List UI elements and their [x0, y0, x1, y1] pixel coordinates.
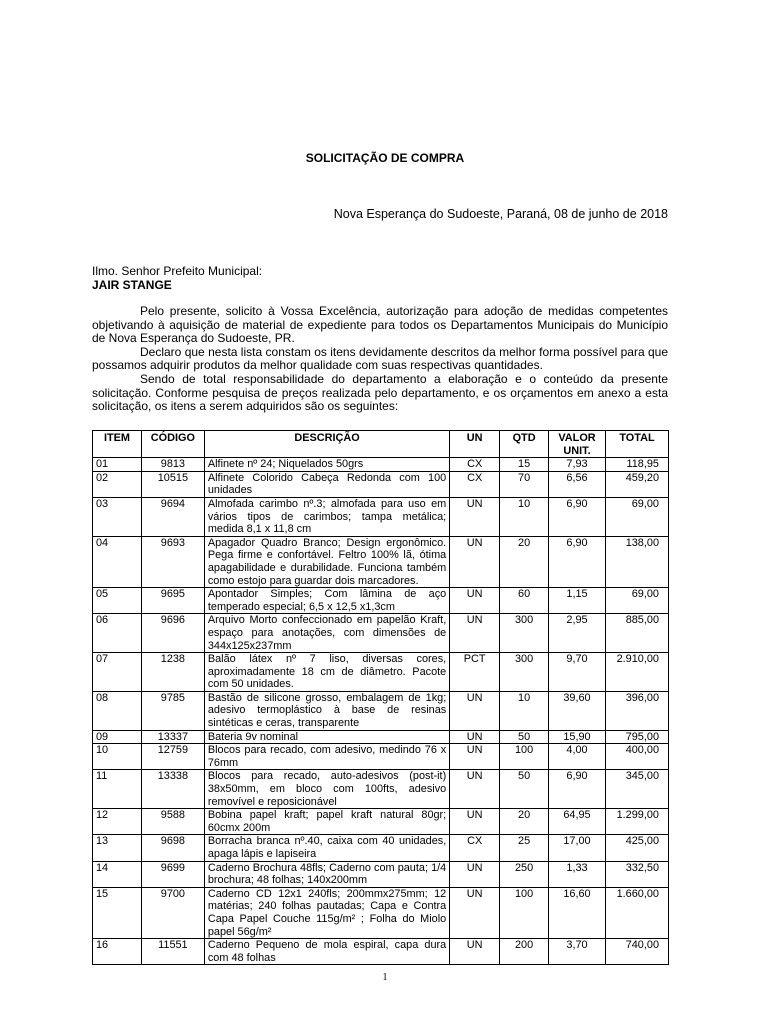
- cell-item: 15: [93, 887, 142, 938]
- table-row: [93, 653, 669, 692]
- cell-total: 459,20: [605, 471, 668, 497]
- cell-item: 10: [93, 744, 142, 770]
- paragraph-declaration: Declaro que nesta lista constam os itens devidamente descritos da melhor forma possível para que possamos adquirir produtos da melhor qualidade com suas respectivas quantidades.: [92, 344, 668, 373]
- table-row: [93, 458, 669, 472]
- cell-valor-unit: 64,95: [549, 809, 606, 835]
- cell-qtd: 25: [500, 835, 549, 861]
- cell-un: UN: [450, 614, 500, 653]
- cell-descricao: Arquivo Morto confeccionado em papelão Kraft, espaço para anotações, com dimensões de 344x125x237mm: [204, 614, 449, 653]
- cell-valor-unit: 6,56: [549, 471, 606, 497]
- cell-descricao: Apagador Quadro Branco; Design ergonômico. Pega firme e confortável. Feltro 100% lã, ótima apagabilidade e durabilidade. Funciona também como estojo para guardar dois marcadores.: [204, 536, 449, 587]
- cell-un: UN: [450, 730, 500, 744]
- cell-qtd: 70: [500, 471, 549, 497]
- cell-valor-unit: 6,90: [549, 497, 606, 536]
- cell-item: 03: [93, 497, 142, 536]
- cell-descricao: Almofada carimbo nº.3; almofada para uso em vários tipos de carimbos; tampa metálica; medida 8,1 x 11,8 cm: [204, 497, 449, 536]
- cell-descricao: Blocos para recado, com adesivo, medindo 76 x 76mm: [204, 744, 449, 770]
- header-qtd: QTD: [500, 431, 549, 458]
- cell-item: 02: [93, 471, 142, 497]
- page-number: 1: [382, 972, 388, 983]
- cell-total: 400,00: [605, 744, 668, 770]
- recipient-name: JAIR STANGE: [92, 278, 172, 292]
- cell-un: UN: [450, 691, 500, 730]
- cell-codigo: 12759: [141, 744, 204, 770]
- cell-qtd: 50: [500, 730, 549, 744]
- header-valor-unit: VALOR UNIT.: [549, 431, 606, 458]
- cell-un: UN: [450, 770, 500, 809]
- cell-valor-unit: 1,33: [549, 861, 606, 887]
- cell-qtd: 50: [500, 770, 549, 809]
- table-row: [93, 887, 669, 938]
- cell-descricao: Borracha branca nº.40, caixa com 40 unidades, apaga lápis e lapiseira: [204, 835, 449, 861]
- header-item: ITEM: [93, 431, 142, 458]
- body-text: [92, 305, 668, 414]
- cell-codigo: 9785: [141, 691, 204, 730]
- cell-valor-unit: 6,90: [549, 536, 606, 587]
- cell-total: 1.299,00: [605, 809, 668, 835]
- paragraph-request: Pelo presente, solicito à Vossa Excelência, autorização para adoção de medidas competentes objetivando à aquisição de material de expediente para todos os Departamentos Municipais do Município de Nova Esperança do Sudoeste, PR.: [92, 304, 668, 346]
- cell-qtd: 300: [500, 614, 549, 653]
- cell-qtd: 20: [500, 809, 549, 835]
- table-row: [93, 614, 669, 653]
- cell-descricao: Apontador Simples; Com lâmina de aço temperado especial; 6,5 x 12,5 x1,3cm: [204, 588, 449, 614]
- cell-total: 332,50: [605, 861, 668, 887]
- cell-qtd: 10: [500, 691, 549, 730]
- cell-qtd: 250: [500, 861, 549, 887]
- cell-descricao: Balão látex nº 7 liso, diversas cores, aproximadamente 18 cm de diâmetro. Pacote com 50 unidades.: [204, 653, 449, 692]
- cell-descricao: Bastão de silicone grosso, embalagem de 1kg; adesivo termoplástico à base de resinas sintéticas e ceras, transparente: [204, 691, 449, 730]
- cell-qtd: 100: [500, 887, 549, 938]
- cell-valor-unit: 6,90: [549, 770, 606, 809]
- paragraph-responsibility: Sendo de total responsabilidade do departamento a elaboração e o conteúdo da presente solicitação. Conforme pesquisa de preços realizada pelo departamento, e os orçamentos em anexo a esta solicitação, os itens a serem adquiridos são os seguintes:: [92, 371, 668, 414]
- cell-qtd: 60: [500, 588, 549, 614]
- cell-descricao: Bateria 9v nominal: [204, 730, 449, 744]
- table-row: [93, 730, 669, 744]
- table-row: [93, 939, 669, 965]
- cell-un: UN: [450, 497, 500, 536]
- cell-codigo: 9700: [141, 887, 204, 938]
- cell-total: 885,00: [605, 614, 668, 653]
- cell-codigo: 9693: [141, 536, 204, 587]
- cell-codigo: 9696: [141, 614, 204, 653]
- cell-codigo: 9695: [141, 588, 204, 614]
- cell-item: 05: [93, 588, 142, 614]
- cell-un: CX: [450, 458, 500, 472]
- cell-total: 118,95: [605, 458, 668, 472]
- header-un: UN: [450, 431, 500, 458]
- place-date: Nova Esperança do Sudoeste, Paraná, 08 de junho de 2018: [333, 207, 668, 221]
- cell-total: 345,00: [605, 770, 668, 809]
- cell-valor-unit: 7,93: [549, 458, 606, 472]
- table-header-row: [93, 431, 669, 458]
- cell-item: 14: [93, 861, 142, 887]
- cell-item: 13: [93, 835, 142, 861]
- header-codigo: CÓDIGO: [141, 431, 204, 458]
- cell-descricao: Alfinete Colorido Cabeça Redonda com 100 unidades: [204, 471, 449, 497]
- cell-qtd: 20: [500, 536, 549, 587]
- cell-total: 69,00: [605, 497, 668, 536]
- table-row: [93, 691, 669, 730]
- cell-codigo: 9698: [141, 835, 204, 861]
- cell-valor-unit: 4,00: [549, 744, 606, 770]
- cell-item: 07: [93, 653, 142, 692]
- table-row: [93, 770, 669, 809]
- cell-valor-unit: 3,70: [549, 939, 606, 965]
- table-row: [93, 471, 669, 497]
- cell-qtd: 10: [500, 497, 549, 536]
- cell-un: PCT: [450, 653, 500, 692]
- cell-codigo: 10515: [141, 471, 204, 497]
- cell-descricao: Caderno Brochura 48fls; Caderno com pauta; 1/4 brochura; 48 folhas; 140x200mm: [204, 861, 449, 887]
- cell-valor-unit: 1,15: [549, 588, 606, 614]
- cell-item: 01: [93, 458, 142, 472]
- cell-un: UN: [450, 887, 500, 938]
- cell-total: 1.660,00: [605, 887, 668, 938]
- cell-item: 09: [93, 730, 142, 744]
- cell-descricao: Blocos para recado, auto-adesivos (post-it) 38x50mm, em bloco com 100fts, adesivo removível e reposicionável: [204, 770, 449, 809]
- cell-codigo: 13338: [141, 770, 204, 809]
- cell-un: UN: [450, 939, 500, 965]
- items-table: [92, 430, 669, 965]
- cell-qtd: 15: [500, 458, 549, 472]
- cell-descricao: Bobina papel kraft; papel kraft natural 80gr; 60cmx 200m: [204, 809, 449, 835]
- cell-un: UN: [450, 536, 500, 587]
- cell-descricao: Alfinete nº 24; Niquelados 50grs: [204, 458, 449, 472]
- table-row: [93, 744, 669, 770]
- cell-qtd: 100: [500, 744, 549, 770]
- cell-total: 396,00: [605, 691, 668, 730]
- cell-item: 16: [93, 939, 142, 965]
- cell-un: CX: [450, 835, 500, 861]
- cell-item: 04: [93, 536, 142, 587]
- cell-total: 69,00: [605, 588, 668, 614]
- table-row: [93, 835, 669, 861]
- document-title: SOLICITAÇÃO DE COMPRA: [305, 151, 465, 165]
- cell-item: 08: [93, 691, 142, 730]
- cell-un: UN: [450, 744, 500, 770]
- table-row: [93, 588, 669, 614]
- cell-valor-unit: 15,90: [549, 730, 606, 744]
- cell-descricao: Caderno CD 12x1 240fls; 200mmx275mm; 12 matérias; 240 folhas pautadas; Capa e Contra Capa Papel Couche 115g/m² ; Folha do Miolo papel 56g/m²: [204, 887, 449, 938]
- table-row: [93, 809, 669, 835]
- table-row: [93, 536, 669, 587]
- cell-codigo: 9588: [141, 809, 204, 835]
- cell-codigo: 9813: [141, 458, 204, 472]
- table-row: [93, 861, 669, 887]
- cell-un: UN: [450, 861, 500, 887]
- cell-descricao: Caderno Pequeno de mola espiral, capa dura com 48 folhas: [204, 939, 449, 965]
- cell-qtd: 200: [500, 939, 549, 965]
- cell-total: 795,00: [605, 730, 668, 744]
- cell-un: CX: [450, 471, 500, 497]
- cell-valor-unit: 2,95: [549, 614, 606, 653]
- table-row: [93, 497, 669, 536]
- cell-valor-unit: 16,60: [549, 887, 606, 938]
- cell-codigo: 13337: [141, 730, 204, 744]
- cell-qtd: 300: [500, 653, 549, 692]
- cell-codigo: 11551: [141, 939, 204, 965]
- cell-total: 2.910,00: [605, 653, 668, 692]
- cell-un: UN: [450, 809, 500, 835]
- header-total: TOTAL: [605, 431, 668, 458]
- cell-codigo: 9694: [141, 497, 204, 536]
- cell-valor-unit: 39,60: [549, 691, 606, 730]
- cell-total: 138,00: [605, 536, 668, 587]
- cell-valor-unit: 9,70: [549, 653, 606, 692]
- cell-item: 06: [93, 614, 142, 653]
- header-descricao: DESCRIÇÃO: [204, 431, 449, 458]
- cell-item: 12: [93, 809, 142, 835]
- salutation-line: Ilmo. Senhor Prefeito Municipal:: [92, 264, 263, 278]
- cell-un: UN: [450, 588, 500, 614]
- cell-total: 740,00: [605, 939, 668, 965]
- cell-total: 425,00: [605, 835, 668, 861]
- cell-item: 11: [93, 770, 142, 809]
- salutation: [92, 264, 262, 292]
- cell-valor-unit: 17,00: [549, 835, 606, 861]
- cell-codigo: 1238: [141, 653, 204, 692]
- cell-codigo: 9699: [141, 861, 204, 887]
